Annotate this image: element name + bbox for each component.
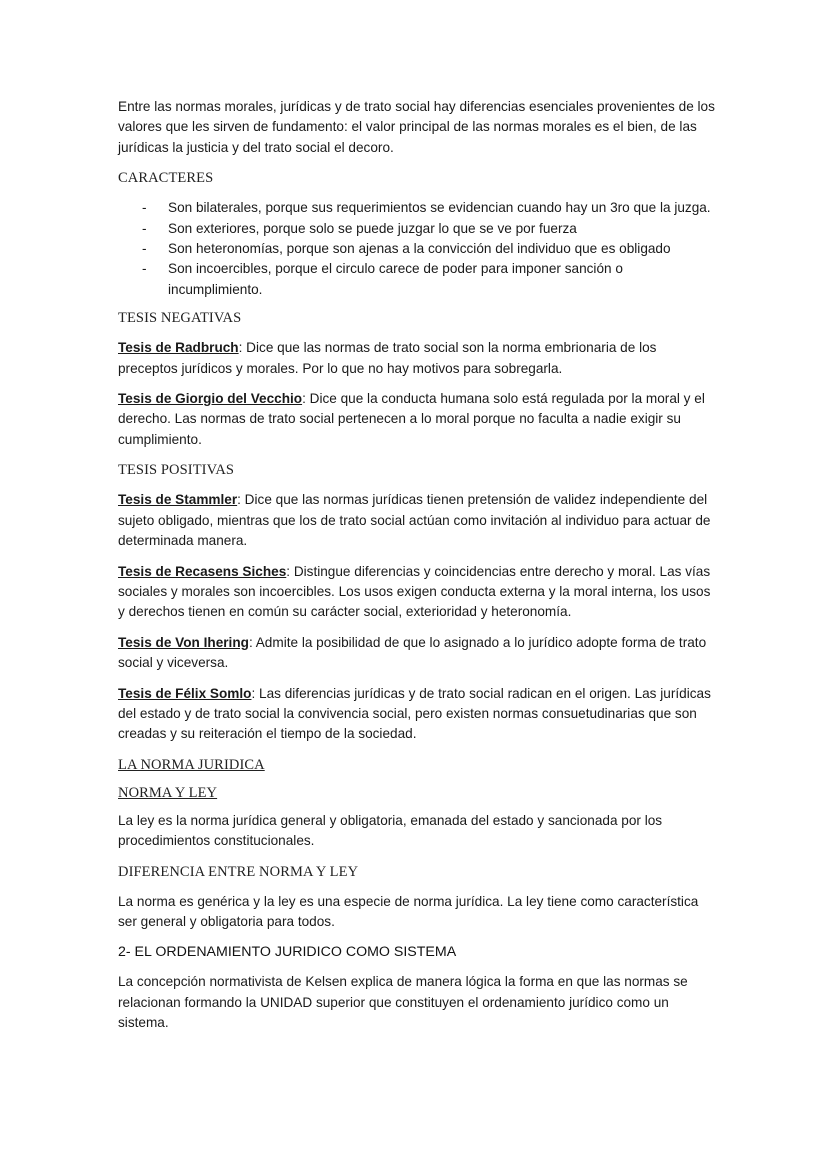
list-item: - Son incoercibles, porque el circulo carece de poder para imponer sanción o incumplimiento. — [142, 261, 623, 297]
tesis-term: Tesis de Félix Somlo — [118, 685, 252, 701]
ordenamiento-paragraph: La concepción normativista de Kelsen explica de manera lógica la forma en que las normas se relacionan formando la UNIDAD superior que constituyen el ordenamiento jurídico como un sistema. — [118, 974, 688, 1031]
bullet-dash: - — [142, 220, 147, 236]
norma-y-ley-paragraph: La ley es la norma jurídica general y obligatoria, emanada del estado y sancionada por los procedimientos constitucionales. — [118, 812, 663, 849]
tesis-recasens-siches: Tesis de Recasens Siches: Distingue diferencias y coincidencias entre derecho y moral. Las vías sociales y morales son incoercibles. Los usos exigen conducta externa y la moral interna, los usos y derechos tienen en común su carácter social, exterioridad y heteronomía. — [118, 563, 711, 620]
bullet-dash: - — [142, 241, 147, 257]
tesis-radbruch: Tesis de Radbruch: Dice que las normas de trato social son la norma embrionaria de los preceptos jurídicos y morales. Por lo que no hay motivos para sobregarla. — [118, 340, 657, 376]
list-item: - Son bilaterales, porque sus requerimientos se evidencian cuando hay un 3ro que la juzga. — [118, 198, 718, 218]
tesis-von-ihering: Tesis de Von Ihering: Admite la posibilidad de que lo asignado a lo jurídico adopte forma de trato social y viceversa. — [118, 634, 707, 671]
tesis-stammler: Tesis de Stammler: Dice que las normas jurídicas tienen pretensión de validez independiente del sujeto obligado, mientras que los de trato social actúan como invitación al individuo para actuar de determinada manera. — [118, 492, 711, 549]
tesis-term: Tesis de Von Ihering — [118, 634, 249, 650]
diferencia-paragraph: La norma es genérica y la ley es una especie de norma jurídica. La ley tiene como característica ser general y obligatoria para todos. — [118, 893, 699, 929]
tesis-term: Tesis de Giorgio del Vecchio — [118, 391, 303, 407]
tesis-positivas-heading: TESIS POSITIVAS — [118, 462, 235, 479]
diferencia-heading: DIFERENCIA ENTRE NORMA Y LEY — [118, 863, 359, 880]
list-item: - Son exteriores, porque solo se puede juzgar lo que se ve por fuerza — [118, 219, 718, 239]
tesis-term: Tesis de Recasens Siches — [118, 563, 287, 579]
tesis-felix-somlo: Tesis de Félix Somlo: Las diferencias jurídicas y de trato social radican en el origen. Las jurídicas del estado y de trato social la convivencia social, pero existen normas consuetudinarias que son creadas y su reiteración el tiempo de la sociedad. — [118, 685, 711, 742]
bullet-dash: - — [142, 200, 147, 216]
caracteres-heading: CARACTERES — [118, 170, 214, 187]
intro-paragraph: Entre las normas morales, jurídicas y de trato social hay diferencias esenciales provenientes de los valores que les sirven de fundamento: el valor principal de las normas morales es el bien, de las jurídicas la justicia y del trato social el decoro. — [118, 99, 715, 155]
tesis-negativas-heading: TESIS NEGATIVAS — [118, 310, 242, 327]
list-item: - Son heteronomías, porque son ajenas a la convicción del individuo que es obligado — [118, 239, 718, 259]
caracteres-list — [118, 198, 718, 300]
norma-juridica-heading: LA NORMA JURIDICA — [118, 756, 265, 773]
tesis-del-vecchio: Tesis de Giorgio del Vecchio: Dice que la conducta humana solo está regulada por la moral y el derecho. Las normas de trato social pertenecen a lo moral porque no faculta a nadie exigir su cumplimiento. — [118, 391, 705, 447]
tesis-term: Tesis de Stammler — [118, 492, 238, 508]
norma-y-ley-heading: NORMA Y LEY — [118, 784, 218, 801]
bullet-dash: - — [142, 261, 147, 277]
tesis-term: Tesis de Radbruch — [118, 340, 239, 356]
ordenamiento-heading: 2- EL ORDENAMIENTO JURIDICO COMO SISTEMA — [118, 944, 457, 961]
